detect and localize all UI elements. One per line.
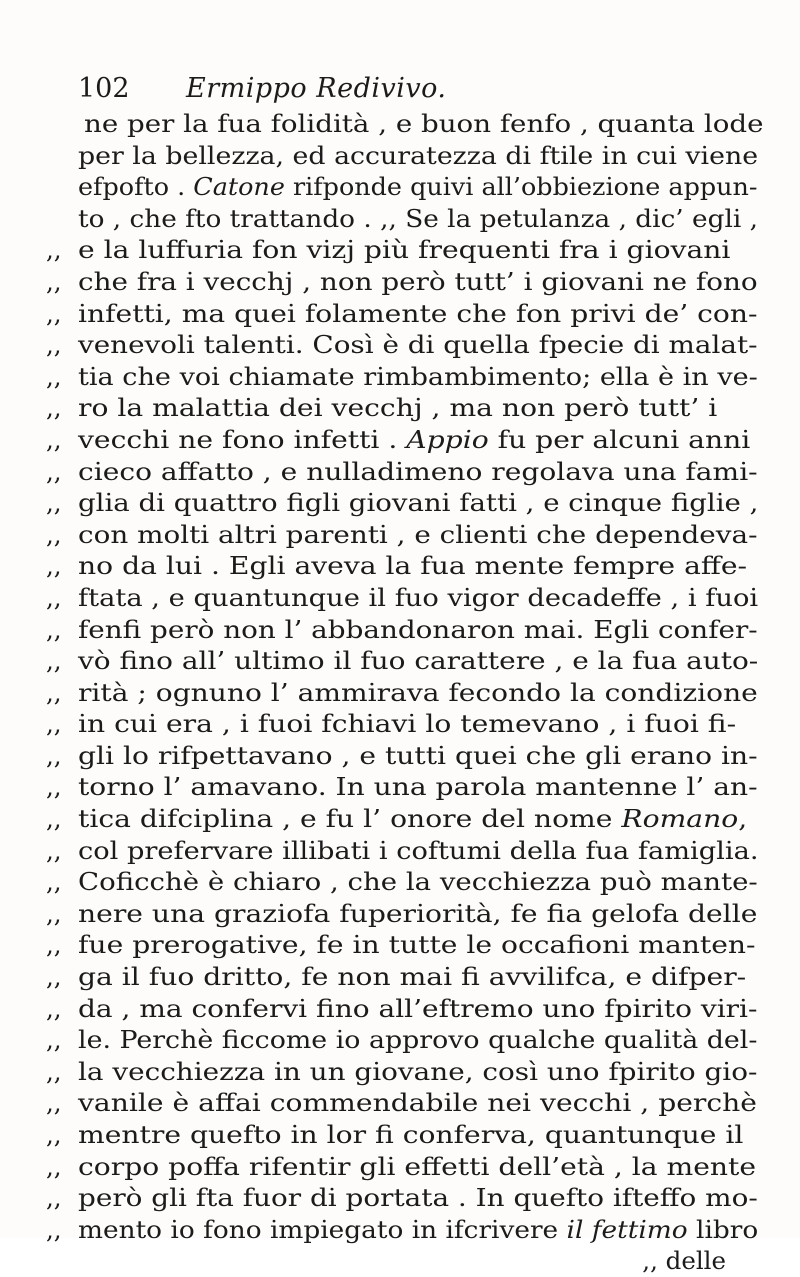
line-text	[78, 708, 736, 740]
text-run: tia che voi chiamate rimbambimento; ella è in ve-	[78, 361, 758, 391]
text-run: per la bellezza, ed accuratezza di ftile in cui viene	[78, 140, 759, 170]
line-text	[84, 108, 763, 140]
italic-name: Appio	[406, 424, 489, 454]
text-run: nere una graziofa fuperiorità, fe fia gelofa delle	[78, 898, 758, 928]
text-line	[46, 645, 766, 677]
line-text	[78, 645, 758, 677]
quotation-mark: ,,	[46, 1088, 62, 1118]
running-title: Ermippo Redivivo.	[186, 73, 447, 104]
text-run: mento io fono impiegato in ifcrivere	[78, 1214, 567, 1244]
italic-name: Romano	[621, 804, 739, 834]
text-run: glia di quattro figli giovani fatti , e cinque figlie ,	[78, 488, 759, 518]
text-line	[46, 361, 766, 393]
text-run: rità ; ognuno l’ ammirava fecondo la condizione	[78, 677, 758, 707]
quotation-mark: ,,	[46, 804, 62, 834]
text-line	[46, 234, 766, 266]
quotation-mark: ,,	[46, 677, 62, 707]
line-text	[78, 866, 758, 898]
line-text	[78, 1182, 758, 1214]
page-header	[78, 72, 758, 106]
line-text	[78, 424, 750, 456]
quotation-mark: ,,	[46, 646, 62, 676]
text-run: ne per la fua folidità , e buon fenfo , quanta lode	[84, 109, 764, 138]
text-line	[46, 266, 766, 298]
text-run: ga il fuo dritto, fe non mai fi avvilifca, e difper-	[78, 962, 747, 992]
text-line	[46, 929, 766, 961]
text-line	[46, 961, 766, 993]
text-run: corpo poffa rifentir gli effetti dell’età , la mente	[78, 1151, 757, 1181]
text-run: fue prerogative, fe in tutte le occafioni manten-	[78, 930, 756, 960]
line-text	[78, 519, 757, 551]
line-text	[78, 171, 758, 203]
quotation-mark: ,,	[46, 298, 62, 328]
text-line	[46, 456, 766, 488]
text-line	[46, 740, 766, 772]
quotation-mark: ,,	[46, 456, 62, 486]
line-text	[78, 1214, 758, 1246]
line-text	[78, 487, 758, 519]
quotation-mark: ,,	[46, 709, 62, 739]
text-line	[46, 835, 766, 867]
text-line	[46, 677, 766, 709]
text-run: da , ma confervi fino all’eftremo uno fpirito viri-	[78, 993, 758, 1023]
quotation-mark: ,,	[46, 330, 62, 360]
line-text	[78, 803, 747, 835]
quotation-mark: ,,	[46, 551, 62, 581]
text-line	[46, 866, 766, 898]
text-run: ,	[738, 804, 748, 834]
text-line	[46, 519, 766, 551]
line-text	[78, 993, 757, 1025]
quotation-mark: ,,	[46, 1025, 62, 1055]
text-run: la vecchiezza in un giovane, così uno fpirito gio-	[78, 1056, 758, 1086]
line-text	[78, 582, 758, 614]
quotation-mark: ,,	[46, 266, 62, 296]
body-text	[46, 108, 766, 1277]
text-line	[46, 1056, 766, 1088]
text-line	[46, 1024, 766, 1056]
quotation-mark: ,,	[46, 488, 62, 518]
text-line	[46, 898, 766, 930]
text-run: rifponde quivi all’obbiezione appun-	[284, 172, 758, 202]
text-run: ro la malattia dei vecchj , ma non però tutt’ i	[78, 393, 718, 423]
line-text	[78, 298, 757, 330]
line-text	[78, 614, 758, 646]
quotation-mark: ,,	[46, 582, 62, 612]
quotation-mark: ,,	[46, 835, 62, 865]
quotation-mark: ,,	[46, 235, 62, 265]
line-text	[78, 329, 758, 361]
quotation-mark: ,,	[46, 898, 62, 928]
quotation-mark: ,,	[46, 1151, 62, 1181]
text-run: le. Perchè ficcome io approvo qualche qualità del-	[78, 1025, 758, 1055]
text-run: no da lui . Egli aveva la fua mente fempre affe-	[78, 551, 748, 581]
line-text	[78, 677, 758, 709]
text-line	[46, 582, 766, 614]
text-line	[46, 993, 766, 1025]
quotation-mark: ,,	[46, 393, 62, 423]
line-text	[78, 140, 758, 172]
quotation-mark: ,,	[46, 1183, 62, 1213]
line-text	[78, 835, 758, 867]
text-line	[46, 1087, 766, 1119]
text-run: fu per alcuni anni	[488, 424, 751, 454]
line-text	[78, 1024, 757, 1056]
text-line	[46, 171, 766, 203]
italic-name: Catone	[193, 172, 285, 202]
text-run: fenfi però non l’ abbandonaron mai. Egli confer-	[78, 614, 758, 644]
quotation-mark: ,,	[46, 1056, 62, 1086]
line-text	[78, 266, 758, 298]
text-run: vò fino all’ ultimo il fuo carattere , e la fua auto-	[78, 646, 759, 676]
text-run: Coficchè è chiaro , che la vecchiezza può mante-	[78, 867, 758, 897]
text-line	[46, 1151, 766, 1183]
text-run: gli lo rifpettavano , e tutti quei che gli erano in-	[78, 740, 758, 770]
line-text	[78, 1087, 757, 1119]
text-run: vecchi ne fono infetti .	[78, 424, 407, 454]
line-text	[78, 771, 758, 803]
line-text	[78, 1119, 743, 1151]
quotation-mark: ,,	[46, 867, 62, 897]
text-run: efpofto .	[78, 172, 194, 202]
quotation-mark: ,,	[46, 930, 62, 960]
quotation-mark: ,,	[46, 361, 62, 391]
text-line	[46, 803, 766, 835]
line-text	[78, 234, 730, 266]
text-run: tica difciplina , e fu l’ onore del nome	[78, 804, 622, 834]
text-run: mentre quefto in lor fi conferva, quantunque il	[78, 1120, 744, 1149]
line-text	[78, 361, 758, 393]
catchword-line	[46, 1245, 766, 1277]
text-run: però gli fta fuor di portata . In quefto ifteffo mo-	[78, 1183, 758, 1213]
text-run: to , che fto trattando . ,, Se la petulanza , dic’ egli ,	[78, 203, 759, 233]
text-line	[46, 424, 766, 456]
text-line	[46, 108, 766, 140]
text-run: libro	[687, 1214, 759, 1244]
quotation-mark: ,,	[46, 1214, 62, 1244]
line-text	[78, 961, 746, 993]
text-line	[46, 771, 766, 803]
line-text	[78, 1151, 756, 1183]
text-run: cieco affatto , e nulladimeno regolava una fami-	[78, 456, 758, 486]
quotation-mark: ,,	[46, 519, 62, 549]
line-text	[78, 203, 758, 235]
text-line	[46, 140, 766, 172]
line-text	[78, 456, 758, 488]
line-text	[78, 898, 757, 930]
line-text	[78, 392, 717, 424]
line-text	[78, 1056, 757, 1088]
text-line	[46, 392, 766, 424]
text-line	[46, 708, 766, 740]
quotation-mark: ,,	[46, 740, 62, 770]
text-line	[46, 1119, 766, 1151]
text-run: in cui era , i fuoi fchiavi lo temevano , i fuoi fi-	[78, 709, 737, 739]
text-line	[46, 614, 766, 646]
text-line	[46, 487, 766, 519]
text-run: con molti altri parenti , e clienti che dependeva-	[78, 519, 758, 549]
quotation-mark: ,,	[46, 424, 62, 454]
quotation-mark: ,,	[46, 993, 62, 1023]
quotation-mark: ,,	[46, 1120, 62, 1149]
line-text	[78, 740, 758, 772]
text-line	[46, 1214, 766, 1246]
italic-name: il fettimo	[566, 1214, 688, 1244]
quotation-mark: ,,	[46, 772, 62, 802]
text-run: col prefervare illibati i coftumi della fua famiglia.	[78, 835, 759, 865]
text-line	[46, 329, 766, 361]
text-run: torno l’ amavano. In una parola mantenne l’ an-	[78, 772, 758, 802]
text-run: vanile è affai commendabile nei vecchi , perchè	[78, 1088, 757, 1118]
line-text	[78, 929, 756, 961]
text-run: ftata , e quantunque il fuo vigor decadeffe , i fuoi	[78, 582, 759, 612]
catchword: ,, delle	[642, 1246, 726, 1276]
quotation-mark: ,,	[46, 962, 62, 992]
text-run: venevoli talenti. Così è di quella fpecie di malat-	[78, 330, 758, 360]
text-run: e la luffuria fon vizj più frequenti fra i giovani	[78, 235, 731, 265]
quotation-mark: ,,	[46, 614, 62, 644]
text-line	[46, 1182, 766, 1214]
line-text	[78, 550, 747, 582]
text-run: che fra i vecchj , non però tutt’ i giovani ne fono	[78, 266, 758, 296]
text-line	[46, 550, 766, 582]
text-run: infetti, ma quei folamente che fon privi de’ con-	[78, 298, 758, 328]
text-line	[46, 298, 766, 330]
text-line	[46, 203, 766, 235]
page-number: 102	[78, 73, 130, 104]
